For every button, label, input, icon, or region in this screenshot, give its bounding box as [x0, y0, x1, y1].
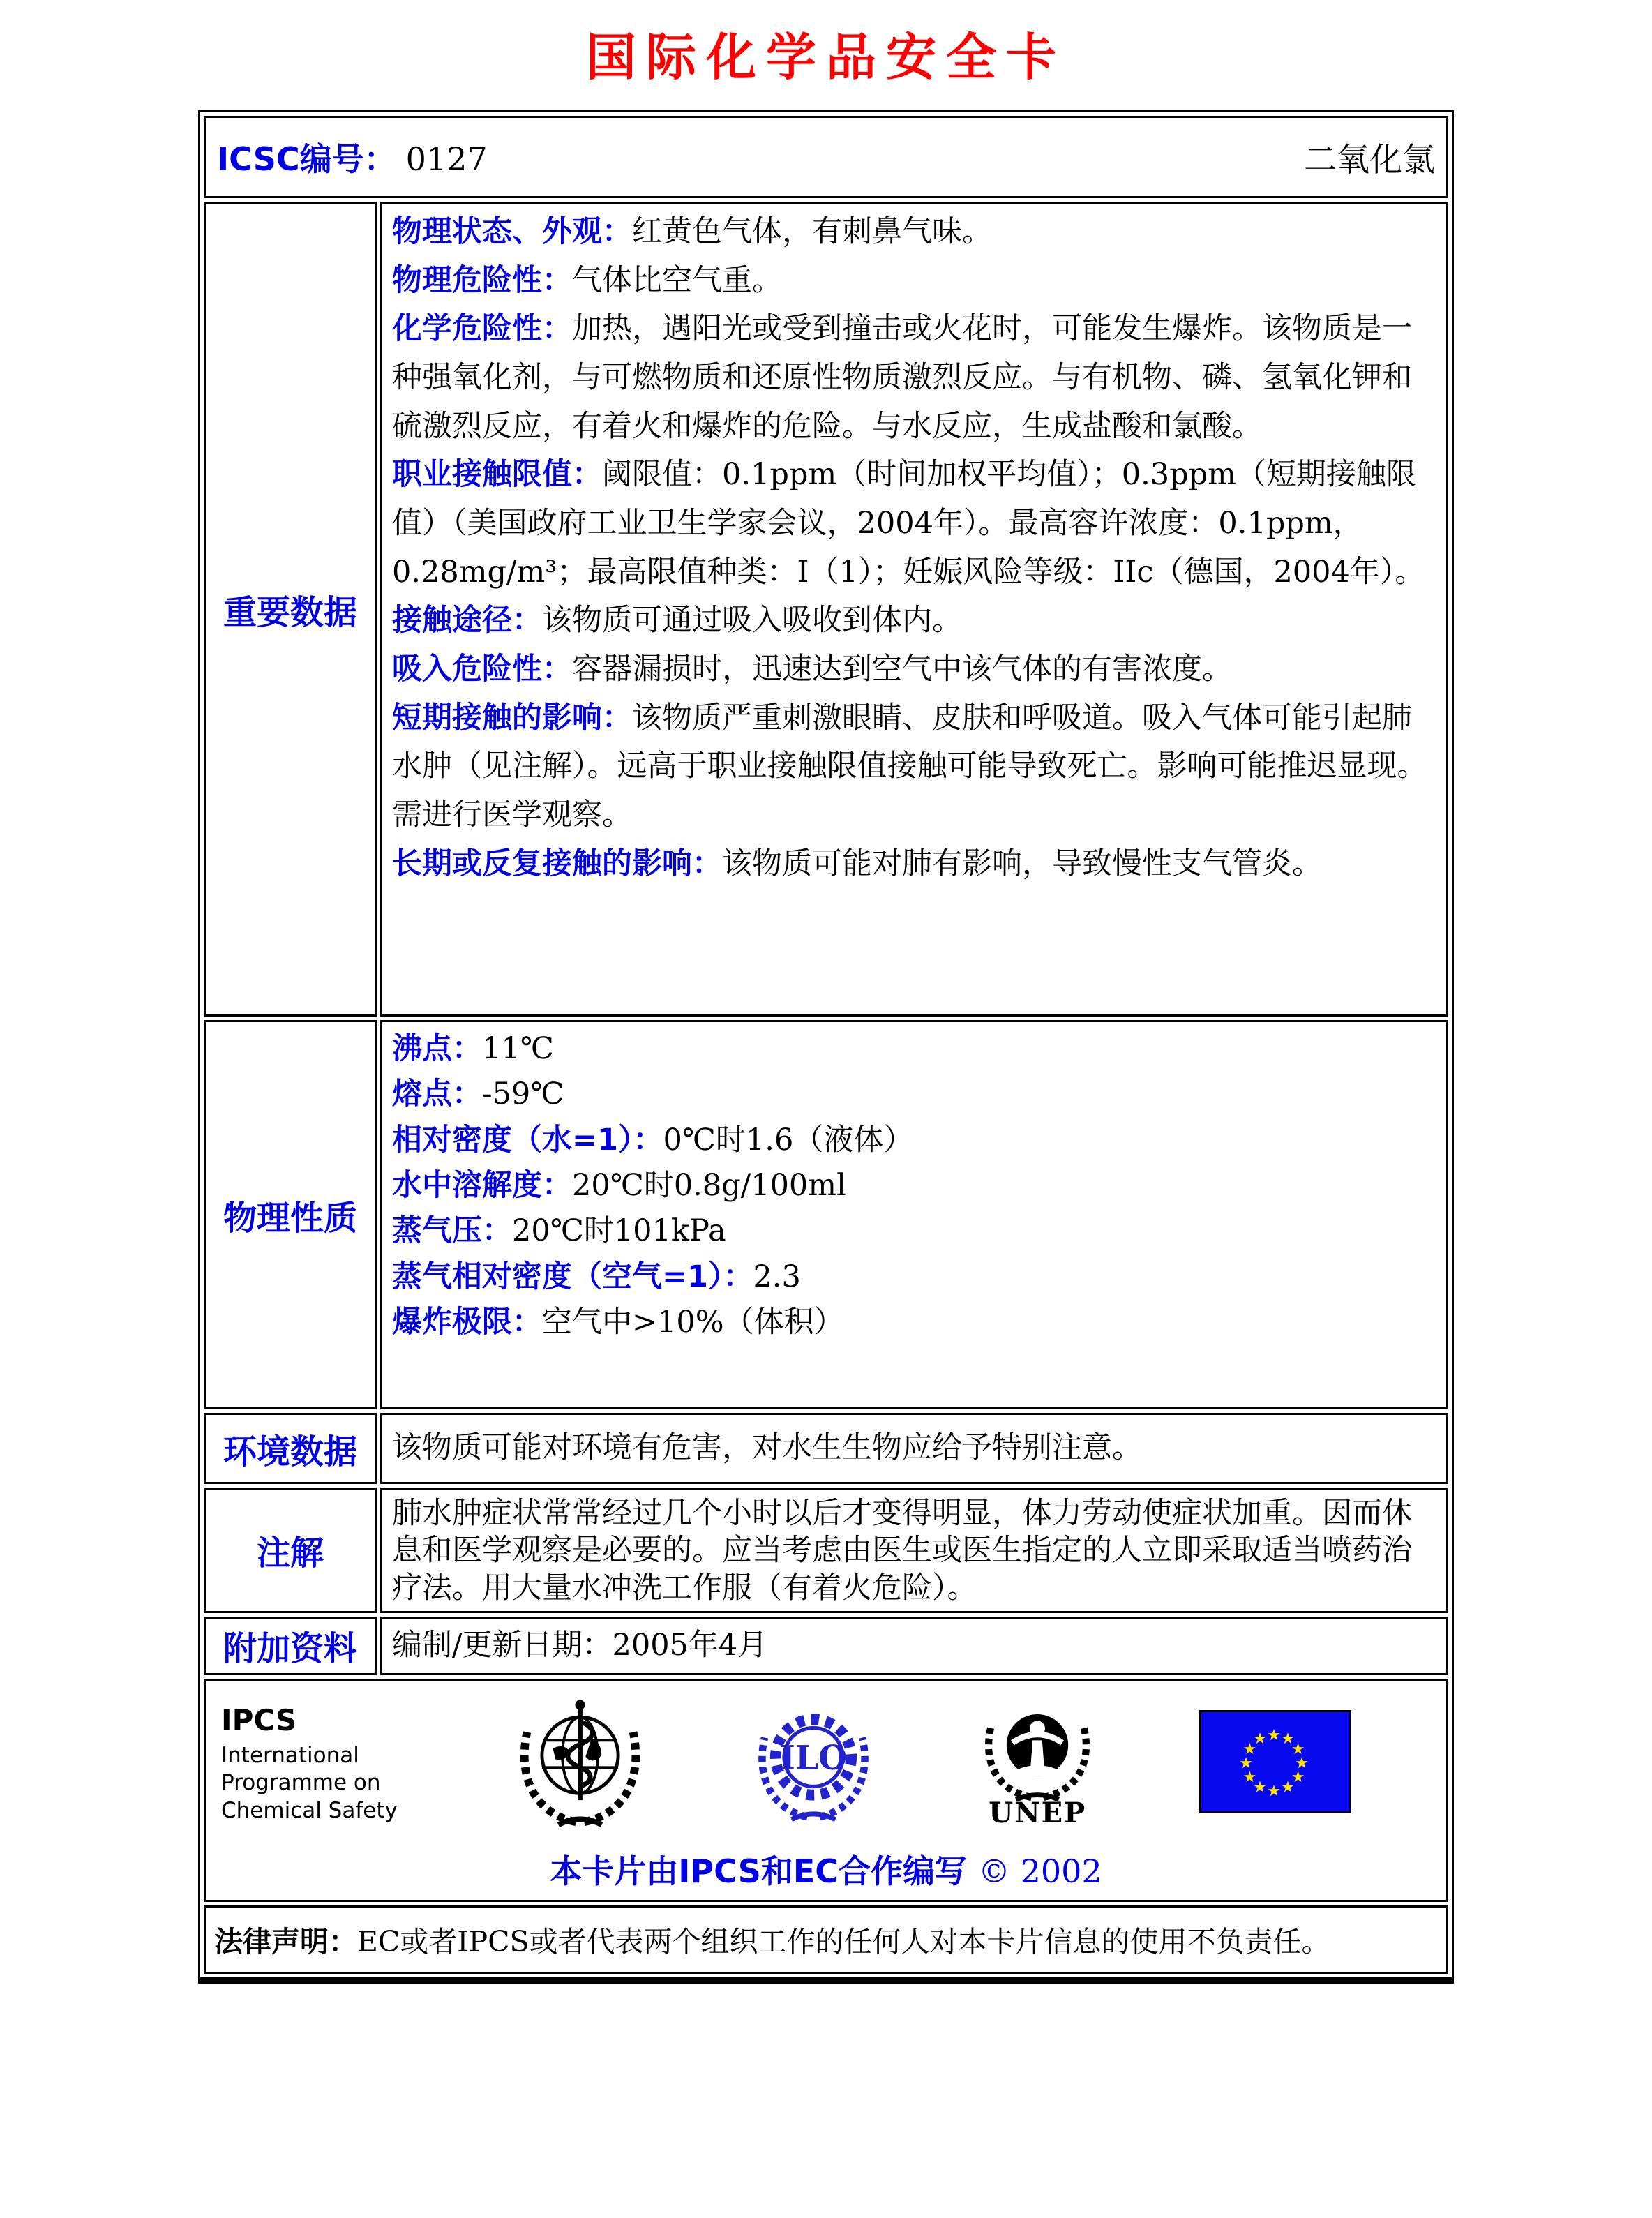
field-label: 职业接触限值： — [392, 457, 602, 493]
field-text: 红黄色气体，有刺鼻气味。 — [632, 214, 992, 249]
svg-text:★: ★ — [1242, 1769, 1257, 1787]
field-text: 气体比空气重。 — [572, 262, 782, 298]
ipcs-line-3: Chemical Safety — [221, 1798, 398, 1824]
field-label: 相对密度（水=1）： — [392, 1122, 663, 1157]
legal-row — [204, 1905, 1448, 1974]
header-cell — [204, 116, 1448, 198]
field-text: -59℃ — [482, 1077, 564, 1112]
field-short-term-effects — [392, 694, 1436, 840]
field-vapor-pressure — [392, 1208, 1436, 1254]
field-text: 该物质可通过吸入吸收到体内。 — [542, 603, 962, 638]
field-label: 短期接触的影响： — [392, 700, 632, 735]
svg-text:★: ★ — [1291, 1741, 1305, 1759]
svg-text:★: ★ — [1295, 1755, 1309, 1773]
field-text: 该物质严重刺激眼睛、皮肤和呼吸道。吸入气体可能引起肺水肿（见注解）。远高于职业接触限值接触可能导致死亡。影响可能推迟显现。需进行医学观察。 — [392, 700, 1427, 832]
field-text: 容器漏损时，迅速达到空气中该气体的有害浓度。 — [572, 651, 1232, 687]
ilo-letters: ILO — [779, 1739, 847, 1778]
chemical-name: 二氧化氯 — [1304, 140, 1435, 179]
field-label: 蒸气压： — [392, 1213, 512, 1249]
field-boiling-point — [392, 1026, 1436, 1072]
svg-text:★: ★ — [1253, 1779, 1267, 1797]
svg-text:★: ★ — [1281, 1730, 1295, 1748]
ipcs-text-block — [221, 1702, 410, 1825]
field-label: 接触途径： — [392, 603, 542, 638]
important-data-row — [204, 202, 1448, 1017]
field-inhalation-risk — [392, 645, 1436, 694]
field-text: 20℃时0.8g/100ml — [572, 1168, 846, 1204]
environmental-data-row — [204, 1413, 1448, 1484]
field-label: 物理危险性： — [392, 262, 572, 298]
field-text: 加热，遇阳光或受到撞击或火花时，可能发生爆炸。该物质是一种强氧化剂，与可燃物质和还原性物质激烈反应。与有机物、磷、氢氧化钾和硫激烈反应，有着火和爆炸的危险。与水反应，生成盐酸和氯酸。 — [392, 311, 1412, 444]
notes-content: 肺水肿症状常常经过几个小时以后才变得明显，体力劳动使症状加重。因而休息和医学观察是必要的。应当考虑由医生或医生指定的人立即采取适当喷药治疗法。用大量水冲洗工作服（有着火危险）。 — [380, 1488, 1448, 1613]
field-relative-density — [392, 1118, 1436, 1163]
field-text: 0℃时1.6（液体） — [663, 1122, 914, 1157]
field-water-solubility — [392, 1163, 1436, 1208]
field-text: 20℃时101kPa — [512, 1213, 726, 1249]
ilo-logo-icon — [751, 1701, 876, 1826]
additional-info-row — [204, 1617, 1448, 1675]
field-vapor-relative-density — [392, 1254, 1436, 1300]
field-label: 熔点： — [392, 1077, 482, 1112]
svg-text:★: ★ — [1253, 1730, 1267, 1748]
physical-properties-row — [204, 1020, 1448, 1409]
svg-text:★: ★ — [1281, 1779, 1295, 1797]
field-label: 爆炸极限： — [392, 1305, 542, 1340]
field-explosive-limits — [392, 1300, 1436, 1345]
legal-cell — [204, 1905, 1448, 1974]
unep-caption: UNEP — [989, 1796, 1087, 1829]
ipcs-acronym: IPCS — [221, 1703, 297, 1738]
copyright-text: 本卡片由IPCS和EC合作编写 — [550, 1852, 968, 1890]
field-label: 沸点： — [392, 1031, 482, 1066]
field-label: 蒸气相对密度（空气=1）： — [392, 1259, 753, 1294]
safety-card-table — [198, 110, 1454, 1984]
section-label-additional-info: 附加资料 — [204, 1617, 377, 1675]
svg-text:★: ★ — [1291, 1769, 1305, 1787]
field-occupational-limits — [392, 451, 1436, 597]
environmental-data-content: 该物质可能对环境有危害，对水生生物应给予特别注意。 — [380, 1413, 1448, 1484]
page-title: 国际化学品安全卡 — [585, 27, 1066, 87]
field-label: 水中溶解度： — [392, 1168, 572, 1204]
field-physical-state — [392, 208, 1436, 257]
icsc-number-label: ICSC编号： — [217, 140, 396, 178]
important-data-content — [380, 202, 1448, 1017]
svg-text:★: ★ — [1239, 1755, 1253, 1773]
ipcs-line-1: International — [221, 1742, 359, 1768]
physical-properties-content — [380, 1020, 1448, 1409]
unep-logo-icon — [978, 1698, 1097, 1829]
section-label-environmental-data: 环境数据 — [204, 1413, 377, 1484]
field-text: 空气中>10%（体积） — [542, 1305, 844, 1340]
field-chemical-danger — [392, 305, 1436, 451]
eu-flag-icon — [1199, 1710, 1351, 1816]
notes-row — [204, 1488, 1448, 1613]
legal-label: 法律声明： — [214, 1925, 357, 1959]
section-label-physical-properties: 物理性质 — [204, 1020, 377, 1409]
field-physical-danger — [392, 257, 1436, 306]
icsc-number-value: 0127 — [405, 140, 488, 178]
legal-text: EC或者IPCS或者代表两个组织工作的任何人对本卡片信息的使用不负责任。 — [357, 1925, 1330, 1959]
field-label: 化学危险性： — [392, 311, 572, 347]
field-exposure-routes — [392, 597, 1436, 645]
field-text: 11℃ — [482, 1031, 554, 1066]
field-long-term-effects — [392, 840, 1436, 889]
field-label: 吸入危险性： — [392, 651, 572, 687]
field-label: 长期或反复接触的影响： — [392, 846, 722, 881]
header-row — [204, 116, 1448, 198]
field-text: 2.3 — [753, 1259, 801, 1294]
field-melting-point — [392, 1072, 1436, 1117]
additional-info-content: 编制/更新日期：2005年4月 — [380, 1617, 1448, 1675]
svg-text:★: ★ — [1267, 1783, 1281, 1801]
section-label-notes: 注解 — [204, 1488, 377, 1613]
who-logo-icon — [512, 1694, 648, 1833]
copyright-line — [217, 1846, 1435, 1892]
copyright-year: © 2002 — [978, 1852, 1102, 1890]
svg-text:★: ★ — [1267, 1727, 1281, 1745]
svg-text:★: ★ — [1242, 1741, 1257, 1759]
section-label-important-data: 重要数据 — [204, 202, 377, 1017]
icsc-number-group — [217, 134, 488, 180]
logos-cell — [204, 1679, 1448, 1902]
ipcs-line-2: Programme on — [221, 1770, 381, 1796]
logos-row — [204, 1679, 1448, 1902]
field-label: 物理状态、外观： — [392, 214, 632, 249]
field-text: 该物质可能对肺有影响，导致慢性支气管炎。 — [722, 846, 1322, 881]
field-text: 阈限值：0.1ppm（时间加权平均值）；0.3ppm（短期接触限值）（美国政府工业卫生学家会议，2004年）。最高容许浓度：0.1ppm，0.28mg/m³；最高限值种类：I（1）；妊娠风险等级：IIc（德国，2004年）。 — [392, 457, 1425, 590]
